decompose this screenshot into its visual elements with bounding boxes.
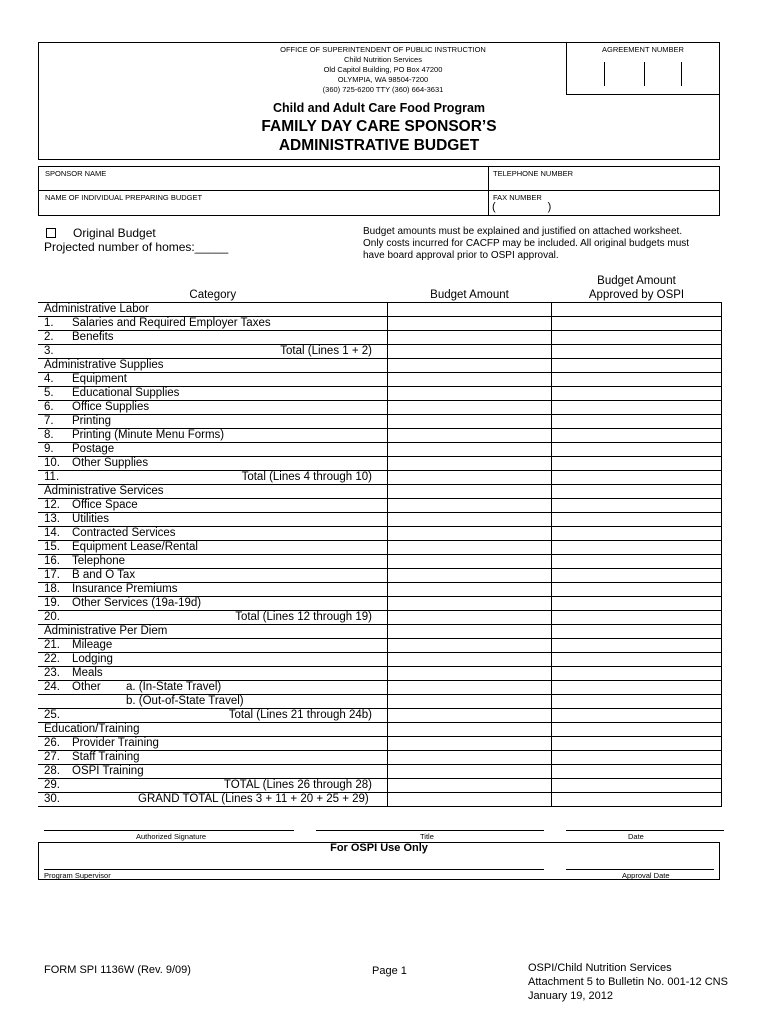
line-label: Salaries and Required Employer Taxes bbox=[72, 317, 271, 329]
line-label: Other bbox=[72, 681, 101, 693]
line-label: Educational Supplies bbox=[72, 387, 180, 399]
ospi-approved-input bbox=[552, 723, 722, 737]
line-number: 18. bbox=[44, 583, 60, 595]
line-label: B and O Tax bbox=[72, 569, 136, 581]
budget-amount-header: Budget Amount bbox=[388, 274, 552, 303]
ospi-approved-input[interactable] bbox=[552, 373, 722, 387]
section-label: Education/Training bbox=[44, 723, 140, 735]
section-label: Administrative Services bbox=[44, 485, 164, 497]
sub-line-label: b. (Out-of-State Travel) bbox=[126, 695, 244, 707]
table-row bbox=[38, 597, 722, 611]
table-row bbox=[38, 401, 722, 415]
line-label: Insurance Premiums bbox=[72, 583, 178, 595]
ospi-approved-input bbox=[552, 359, 722, 373]
table-row bbox=[38, 331, 722, 345]
line-number: 16. bbox=[44, 555, 60, 567]
ospi-approved-input[interactable] bbox=[552, 471, 722, 485]
title-label: Title bbox=[420, 832, 434, 841]
budget-note-line: Only costs incurred for CACFP may be included. All original budgets must bbox=[363, 238, 690, 249]
table-row bbox=[38, 457, 722, 471]
table-row bbox=[38, 611, 722, 625]
ospi-approved-input[interactable] bbox=[552, 667, 722, 681]
total-label: TOTAL (Lines 26 through 28) bbox=[223, 779, 372, 791]
category-cell bbox=[38, 345, 388, 359]
line-label: Printing bbox=[72, 415, 111, 427]
budget-table-body bbox=[38, 303, 722, 807]
line-number: 23. bbox=[44, 667, 60, 679]
line-label: Office Space bbox=[72, 499, 138, 511]
budget-amount-input[interactable] bbox=[388, 681, 552, 695]
ospi-approved-input[interactable] bbox=[552, 765, 722, 779]
line-number: 13. bbox=[44, 513, 60, 525]
ospi-header-line2: Approved by OSPI bbox=[588, 289, 685, 301]
category-cell bbox=[38, 527, 388, 541]
ospi-approved-input[interactable] bbox=[552, 555, 722, 569]
category-cell bbox=[38, 387, 388, 401]
line-number: 2. bbox=[44, 331, 54, 343]
budget-amount-input[interactable] bbox=[388, 667, 552, 681]
line-number: 10. bbox=[44, 457, 60, 469]
category-cell bbox=[38, 625, 388, 639]
agency-name: OFFICE OF SUPERINTENDENT OF PUBLIC INSTRUCTION bbox=[280, 45, 486, 54]
line-number: 8. bbox=[44, 429, 54, 441]
authorized-signature-line[interactable] bbox=[44, 830, 294, 831]
line-number: 7. bbox=[44, 415, 54, 427]
category-cell bbox=[38, 499, 388, 513]
telephone-field[interactable]: TELEPHONE NUMBER bbox=[493, 169, 574, 178]
line-label: Equipment bbox=[72, 373, 127, 385]
budget-amount-input[interactable] bbox=[388, 317, 552, 331]
ospi-approved-input[interactable] bbox=[552, 317, 722, 331]
category-cell bbox=[38, 793, 388, 807]
budget-amount-input[interactable] bbox=[388, 415, 552, 429]
budget-amount-input[interactable] bbox=[388, 471, 552, 485]
line-number: 6. bbox=[44, 401, 54, 413]
budget-amount-input[interactable] bbox=[388, 569, 552, 583]
budget-amount-input[interactable] bbox=[388, 541, 552, 555]
line-label: Postage bbox=[72, 443, 115, 455]
budget-amount-input[interactable] bbox=[388, 709, 552, 723]
ospi-approved-input[interactable] bbox=[552, 541, 722, 555]
date-label: Date bbox=[628, 832, 644, 841]
category-header: Category bbox=[38, 274, 388, 303]
table-row bbox=[38, 443, 722, 457]
line-number: 22. bbox=[44, 653, 60, 665]
budget-amount-input[interactable] bbox=[388, 695, 552, 709]
line-number: 3. bbox=[44, 345, 54, 357]
line-number: 15. bbox=[44, 541, 60, 553]
budget-amount-input[interactable] bbox=[388, 499, 552, 513]
category-cell bbox=[38, 611, 388, 625]
budget-amount-input bbox=[388, 359, 552, 373]
original-budget-checkbox[interactable] bbox=[46, 228, 56, 238]
budget-amount-input[interactable] bbox=[388, 737, 552, 751]
ospi-approved-input[interactable] bbox=[552, 639, 722, 653]
table-section-row bbox=[38, 723, 722, 737]
ospi-approved-input[interactable] bbox=[552, 779, 722, 793]
line-label: Other Services (19a-19d) bbox=[72, 597, 202, 609]
table-row bbox=[38, 583, 722, 597]
page-number: Page 1 bbox=[372, 965, 407, 977]
category-cell bbox=[38, 541, 388, 555]
budget-amount-input[interactable] bbox=[388, 639, 552, 653]
ospi-approved-input[interactable] bbox=[552, 569, 722, 583]
budget-amount-input[interactable] bbox=[388, 751, 552, 765]
line-label: Meals bbox=[72, 667, 103, 679]
budget-amount-input[interactable] bbox=[388, 583, 552, 597]
section-label: Administrative Per Diem bbox=[44, 625, 168, 637]
line-number: 12. bbox=[44, 499, 60, 511]
ospi-approved-input bbox=[552, 485, 722, 499]
table-row bbox=[38, 345, 722, 359]
agency-street: Old Capitol Building, PO Box 47200 bbox=[323, 65, 443, 74]
total-label: GRAND TOTAL (Lines 3 + 11 + 20 + 25 + 29) bbox=[138, 793, 369, 805]
budget-note-line: Budget amounts must be explained and justified on attached worksheet. bbox=[363, 226, 683, 237]
line-label: Telephone bbox=[72, 555, 126, 567]
category-cell bbox=[38, 751, 388, 765]
ospi-approved-input bbox=[552, 303, 722, 317]
category-cell bbox=[38, 779, 388, 793]
footer-attachment-info bbox=[528, 961, 728, 1003]
authorized-signature-label: Authorized Signature bbox=[136, 832, 207, 841]
table-row bbox=[38, 681, 722, 695]
category-cell bbox=[38, 485, 388, 499]
budget-amount-input[interactable] bbox=[388, 765, 552, 779]
budget-amount-input[interactable] bbox=[388, 597, 552, 611]
category-cell bbox=[38, 317, 388, 331]
line-label: Mileage bbox=[72, 639, 113, 651]
category-cell bbox=[38, 723, 388, 737]
line-label: Lodging bbox=[72, 653, 113, 665]
category-cell bbox=[38, 737, 388, 751]
total-label: Total (Lines 12 through 19) bbox=[235, 611, 372, 623]
ospi-approved-input[interactable] bbox=[552, 415, 722, 429]
program-supervisor-label: Program Supervisor bbox=[44, 871, 111, 880]
category-cell bbox=[38, 695, 388, 709]
section-label: Administrative Labor bbox=[44, 303, 149, 315]
line-label: Printing (Minute Menu Forms) bbox=[72, 429, 225, 441]
ospi-approved-input[interactable] bbox=[552, 611, 722, 625]
ospi-approved-input[interactable] bbox=[552, 331, 722, 345]
line-number: 4. bbox=[44, 373, 54, 385]
sponsor-name-field[interactable]: SPONSOR NAME bbox=[45, 169, 107, 178]
category-cell bbox=[38, 667, 388, 681]
table-row bbox=[38, 471, 722, 485]
ospi-approved-input[interactable] bbox=[552, 793, 722, 807]
indent bbox=[38, 695, 126, 708]
line-number: 29. bbox=[44, 779, 60, 791]
line-number: 5. bbox=[44, 387, 54, 399]
budget-amount-input bbox=[388, 485, 552, 499]
budget-table bbox=[38, 274, 722, 807]
sub-line-label: a. (In-State Travel) bbox=[126, 681, 222, 693]
table-section-row bbox=[38, 625, 722, 639]
budget-amount-input[interactable] bbox=[388, 513, 552, 527]
footer-line: Attachment 5 to Bulletin No. 001-12 CNS bbox=[528, 976, 728, 988]
budget-amount-input[interactable] bbox=[388, 373, 552, 387]
table-row bbox=[38, 653, 722, 667]
agency-division: Child Nutrition Services bbox=[344, 55, 422, 64]
total-label: Total (Lines 4 through 10) bbox=[241, 471, 372, 483]
budget-amount-input[interactable] bbox=[388, 653, 552, 667]
table-row bbox=[38, 751, 722, 765]
form-number: FORM SPI 1136W (Rev. 9/09) bbox=[44, 964, 191, 976]
category-cell bbox=[38, 443, 388, 457]
ospi-header-line1: Budget Amount bbox=[597, 275, 676, 287]
agency-city: OLYMPIA, WA 98504-7200 bbox=[337, 75, 429, 84]
agency-address-block bbox=[238, 45, 528, 95]
table-row bbox=[38, 793, 722, 807]
line-number: 26. bbox=[44, 737, 60, 749]
table-row bbox=[38, 541, 722, 555]
category-cell bbox=[38, 401, 388, 415]
agreement-number-label: AGREEMENT NUMBER bbox=[602, 45, 684, 54]
budget-amount-input[interactable] bbox=[388, 387, 552, 401]
category-cell bbox=[38, 583, 388, 597]
line-label: Equipment Lease/Rental bbox=[72, 541, 198, 553]
date-line[interactable] bbox=[566, 830, 724, 831]
line-label: Staff Training bbox=[72, 751, 140, 763]
ospi-approved-input[interactable] bbox=[552, 401, 722, 415]
table-row bbox=[38, 639, 722, 653]
table-row bbox=[38, 779, 722, 793]
table-row bbox=[38, 569, 722, 583]
line-number: 1. bbox=[44, 317, 54, 329]
table-row bbox=[38, 555, 722, 569]
category-cell bbox=[38, 639, 388, 653]
table-row bbox=[38, 429, 722, 443]
program-title: Child and Adult Care Food Program bbox=[272, 101, 486, 115]
category-cell bbox=[38, 457, 388, 471]
fax-area-code: ( ) bbox=[492, 201, 552, 213]
page-title-line2: ADMINISTRATIVE BUDGET bbox=[278, 137, 480, 154]
table-row bbox=[38, 373, 722, 387]
ospi-approved-input[interactable] bbox=[552, 527, 722, 541]
line-number: 30. bbox=[44, 793, 60, 805]
table-header-row bbox=[38, 274, 722, 303]
ospi-approved-input[interactable] bbox=[552, 583, 722, 597]
table-section-row bbox=[38, 303, 722, 317]
total-label: Total (Lines 21 through 24b) bbox=[228, 709, 372, 721]
budget-amount-input[interactable] bbox=[388, 401, 552, 415]
category-cell bbox=[38, 331, 388, 345]
line-number: 11. bbox=[44, 471, 60, 483]
line-number: 25. bbox=[44, 709, 60, 721]
program-supervisor-line[interactable] bbox=[44, 869, 544, 870]
ospi-use-title: For OSPI Use Only bbox=[330, 842, 428, 854]
table-row bbox=[38, 499, 722, 513]
table-section-row bbox=[38, 485, 722, 499]
category-cell bbox=[38, 429, 388, 443]
budget-amount-input[interactable] bbox=[388, 457, 552, 471]
line-label: OSPI Training bbox=[72, 765, 144, 777]
category-cell bbox=[38, 765, 388, 779]
line-number: 19. bbox=[44, 597, 60, 609]
projected-homes-field[interactable]: Projected number of homes:_____ bbox=[44, 240, 229, 254]
ospi-approved-input[interactable] bbox=[552, 681, 722, 695]
ospi-approved-input[interactable] bbox=[552, 443, 722, 457]
divider bbox=[488, 166, 489, 216]
budget-note bbox=[363, 226, 723, 262]
ospi-approved-header bbox=[552, 274, 722, 303]
category-cell bbox=[38, 653, 388, 667]
line-label: Provider Training bbox=[72, 737, 159, 749]
budget-amount-input[interactable] bbox=[388, 779, 552, 793]
category-cell bbox=[38, 597, 388, 611]
budget-amount-input bbox=[388, 723, 552, 737]
table-row bbox=[38, 695, 722, 709]
footer-line: OSPI/Child Nutrition Services bbox=[528, 962, 672, 974]
table-row bbox=[38, 737, 722, 751]
budget-amount-input[interactable] bbox=[388, 555, 552, 569]
page-title bbox=[38, 117, 720, 155]
agreement-digit-divider bbox=[604, 62, 605, 86]
table-section-row bbox=[38, 359, 722, 373]
budget-amount-input bbox=[388, 303, 552, 317]
footer-line: January 19, 2012 bbox=[528, 990, 614, 1002]
divider bbox=[38, 190, 720, 191]
category-cell bbox=[38, 303, 388, 317]
category-cell bbox=[38, 513, 388, 527]
budget-note-line: have board approval prior to OSPI approval. bbox=[363, 250, 559, 261]
total-label: Total (Lines 1 + 2) bbox=[280, 345, 372, 357]
line-number: 27. bbox=[44, 751, 60, 763]
category-cell bbox=[38, 359, 388, 373]
line-number: 9. bbox=[44, 443, 54, 455]
agency-phone: (360) 725-6200 TTY (360) 664-3631 bbox=[322, 85, 444, 94]
line-number: 21. bbox=[44, 639, 60, 651]
line-number: 28. bbox=[44, 765, 60, 777]
line-number: 24. bbox=[44, 681, 60, 693]
budget-amount-input[interactable] bbox=[388, 429, 552, 443]
table-row bbox=[38, 387, 722, 401]
table-row bbox=[38, 513, 722, 527]
section-label: Administrative Supplies bbox=[44, 359, 164, 371]
line-label: Utilities bbox=[72, 513, 110, 525]
ospi-approved-input[interactable] bbox=[552, 751, 722, 765]
original-budget-label: Original Budget bbox=[73, 226, 156, 240]
title-line[interactable] bbox=[316, 830, 544, 831]
budget-amount-input[interactable] bbox=[388, 331, 552, 345]
table-row bbox=[38, 667, 722, 681]
budget-amount-input[interactable] bbox=[388, 443, 552, 457]
budget-amount-input bbox=[388, 625, 552, 639]
category-cell bbox=[38, 569, 388, 583]
approval-date-line[interactable] bbox=[566, 869, 714, 870]
line-number: 17. bbox=[44, 569, 60, 581]
preparer-name-field[interactable]: NAME OF INDIVIDUAL PREPARING BUDGET bbox=[45, 193, 203, 202]
agreement-digit-divider bbox=[644, 62, 645, 86]
ospi-approved-input[interactable] bbox=[552, 737, 722, 751]
ospi-approved-input[interactable] bbox=[552, 653, 722, 667]
line-label: Office Supplies bbox=[72, 401, 150, 413]
budget-amount-input[interactable] bbox=[388, 793, 552, 807]
ospi-approved-input[interactable] bbox=[552, 429, 722, 443]
category-cell bbox=[38, 709, 388, 723]
line-label: Other Supplies bbox=[72, 457, 149, 469]
category-cell bbox=[38, 415, 388, 429]
line-label: Contracted Services bbox=[72, 527, 176, 539]
category-cell bbox=[38, 373, 388, 387]
agreement-digit-divider bbox=[681, 62, 682, 86]
ospi-approved-input[interactable] bbox=[552, 457, 722, 471]
budget-amount-input[interactable] bbox=[388, 345, 552, 359]
category-cell bbox=[38, 555, 388, 569]
ospi-approved-input[interactable] bbox=[552, 709, 722, 723]
table-row bbox=[38, 765, 722, 779]
budget-amount-input[interactable] bbox=[388, 611, 552, 625]
ospi-approved-input[interactable] bbox=[552, 597, 722, 611]
ospi-approved-input[interactable] bbox=[552, 499, 722, 513]
line-number: 14. bbox=[44, 527, 60, 539]
table-row bbox=[38, 527, 722, 541]
category-cell bbox=[38, 471, 388, 485]
approval-date-label: Approval Date bbox=[622, 871, 670, 880]
ospi-approved-input bbox=[552, 625, 722, 639]
ospi-approved-input[interactable] bbox=[552, 345, 722, 359]
fax-field[interactable]: FAX NUMBER bbox=[493, 193, 542, 202]
page-title-line1: FAMILY DAY CARE SPONSOR’S bbox=[261, 118, 497, 135]
sponsor-info-box bbox=[38, 166, 720, 216]
line-number: 20. bbox=[44, 611, 60, 623]
ospi-approved-input[interactable] bbox=[552, 513, 722, 527]
line-label: Benefits bbox=[72, 331, 114, 343]
budget-amount-input[interactable] bbox=[388, 527, 552, 541]
ospi-approved-input[interactable] bbox=[552, 387, 722, 401]
table-row bbox=[38, 415, 722, 429]
category-cell bbox=[38, 681, 388, 695]
table-row bbox=[38, 709, 722, 723]
ospi-approved-input[interactable] bbox=[552, 695, 722, 709]
table-row bbox=[38, 317, 722, 331]
